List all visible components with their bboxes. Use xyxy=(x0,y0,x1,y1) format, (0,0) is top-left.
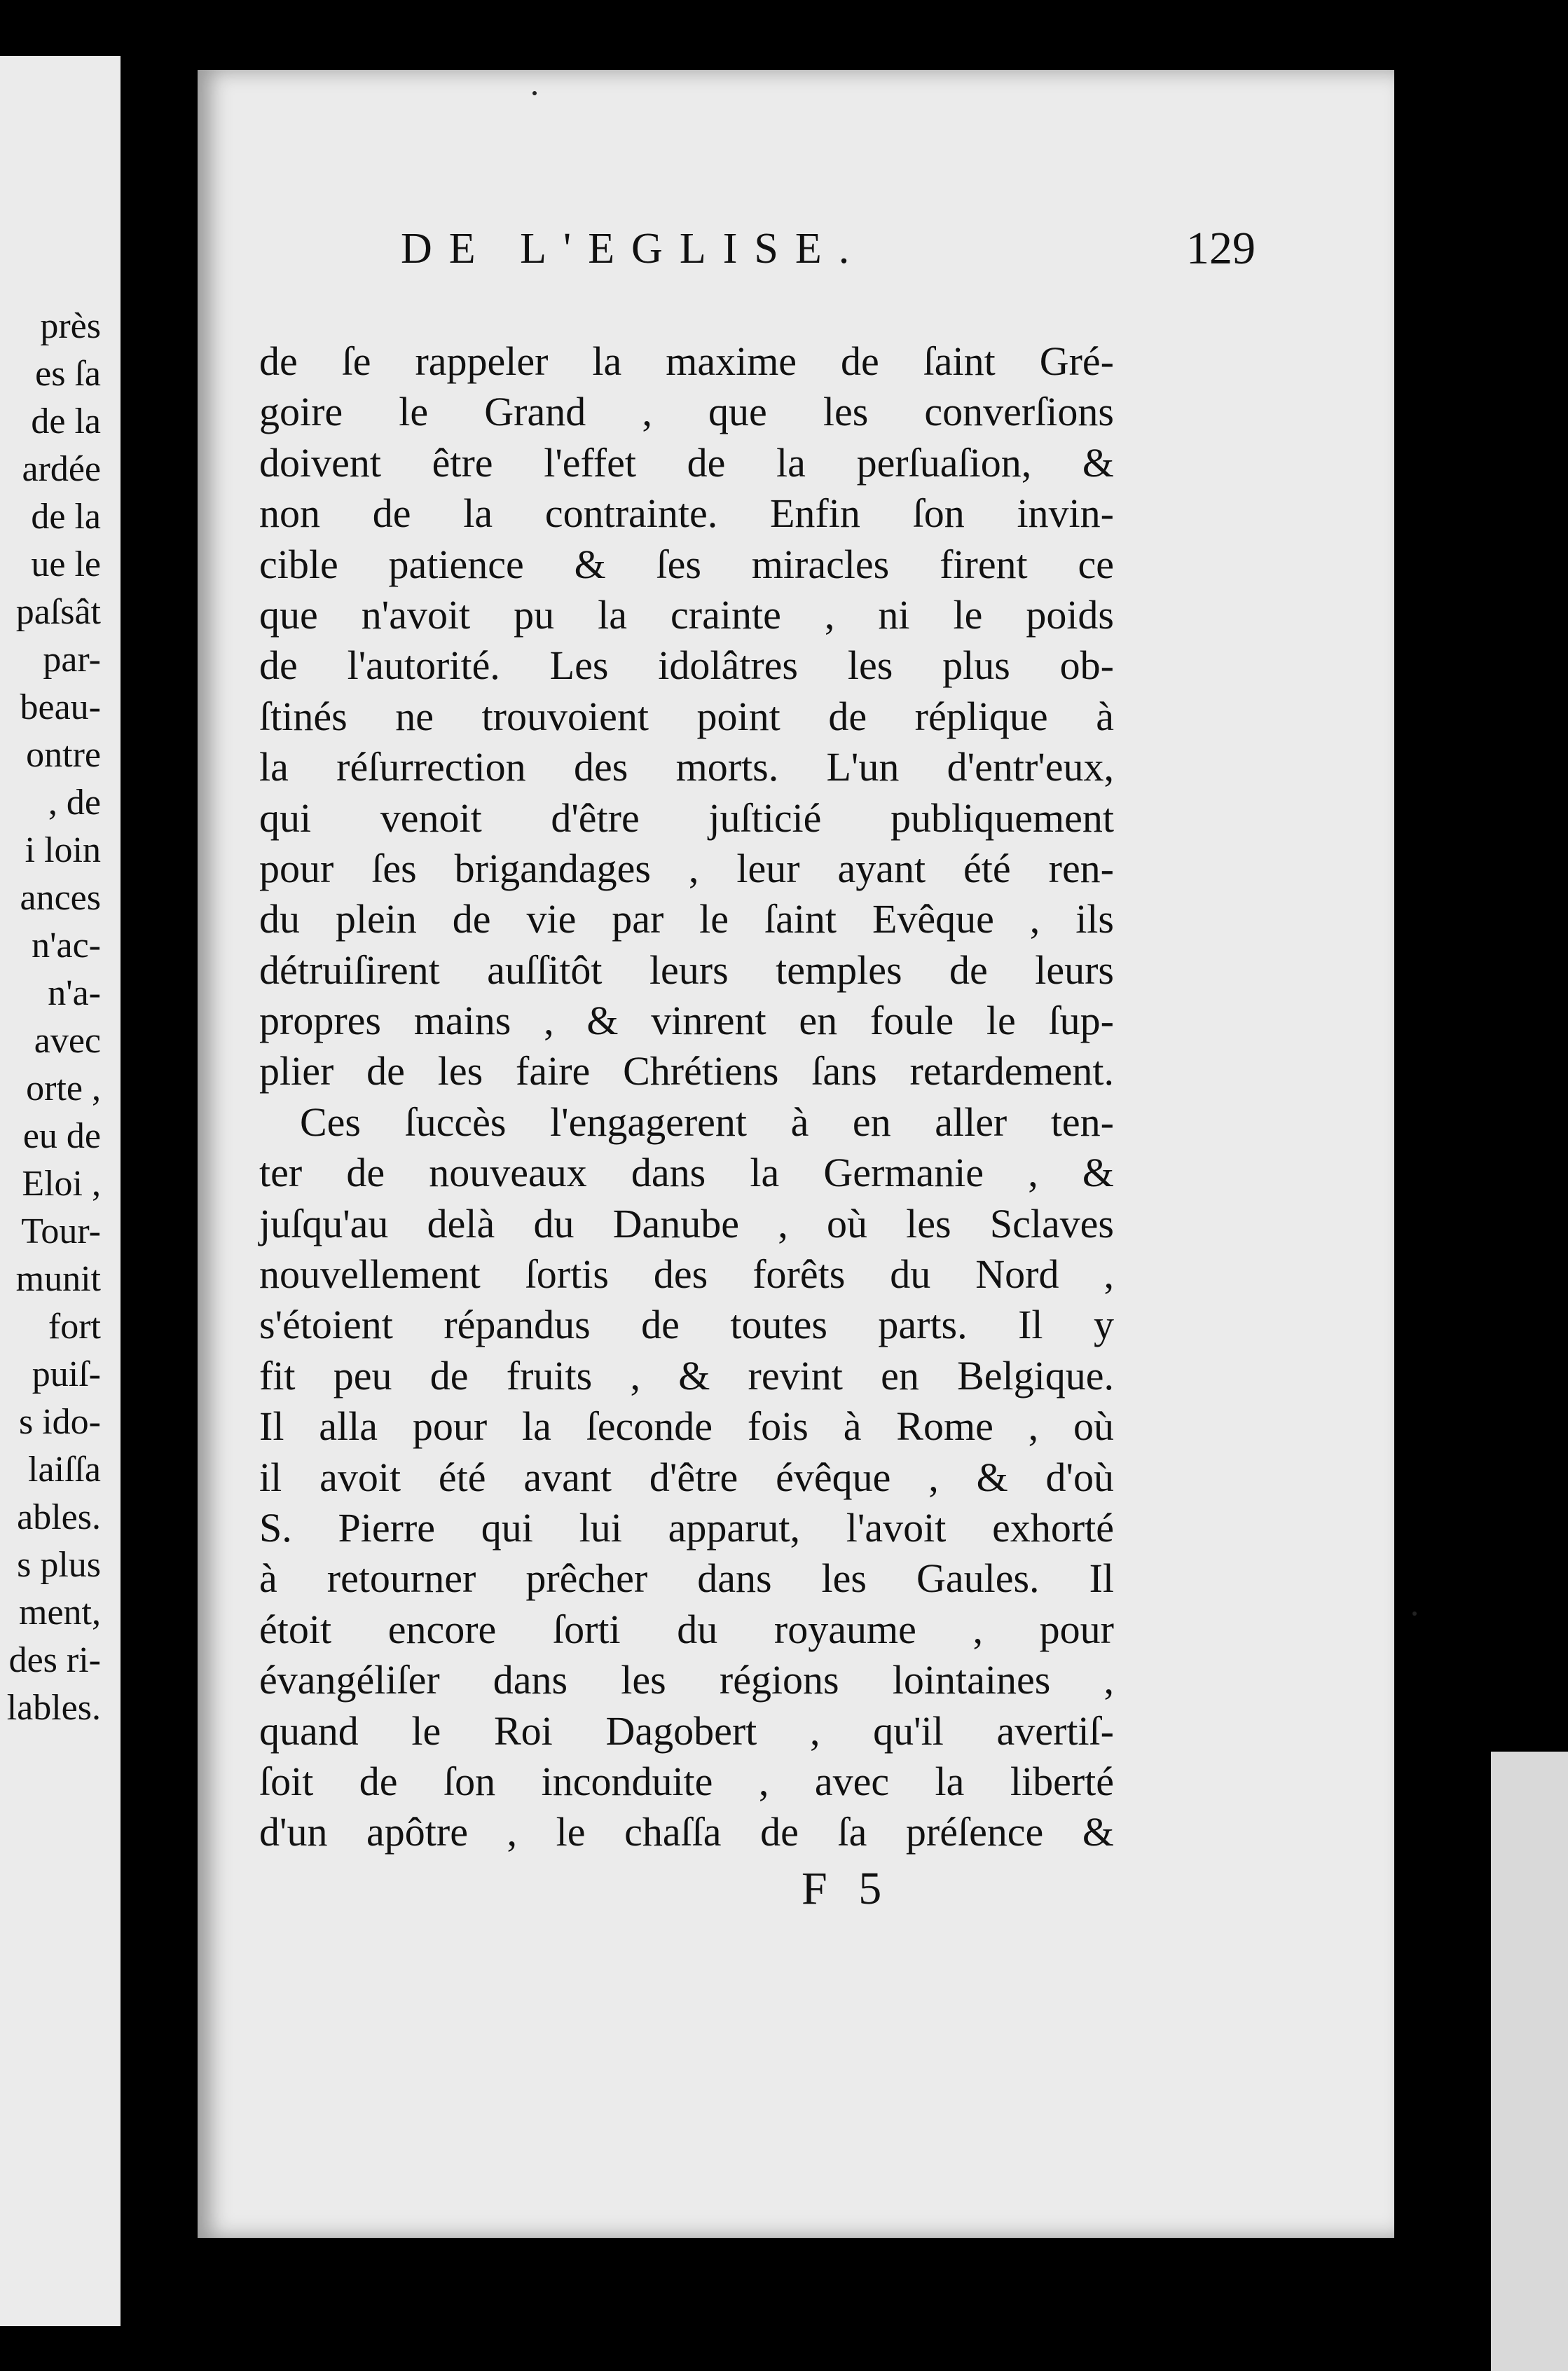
left-line: ables. xyxy=(17,1497,101,1537)
text-line: plier de les faire Chrétiens ſans retardement. xyxy=(259,1048,1114,1094)
text-line: détruiſirent auſſitôt leurs temples de leurs xyxy=(259,947,1114,993)
left-line: avec xyxy=(34,1021,101,1061)
text-line: qui venoit d'être juſticié publiquement xyxy=(259,795,1114,841)
left-line: s ido- xyxy=(19,1402,101,1442)
next-page-edge xyxy=(1491,1752,1568,2371)
left-line: n'ac- xyxy=(32,926,101,965)
left-line: de la xyxy=(31,497,101,537)
left-line: de la xyxy=(31,401,101,441)
text-line: non de la contrainte. Enfin ſon invin- xyxy=(259,490,1114,537)
text-line: goire le Grand , que les converſions xyxy=(259,389,1114,435)
page-number: 129 xyxy=(1186,223,1256,274)
text-line: la réſurrection des morts. L'un d'entr'eux, xyxy=(259,744,1114,790)
text-line: juſqu'au delà du Danube , où les Sclaves xyxy=(259,1200,1114,1246)
left-line: Tour- xyxy=(21,1211,101,1251)
running-title: DE L'EGLISE. xyxy=(401,225,867,273)
left-line: des ri- xyxy=(8,1640,101,1680)
paragraph-start-line: Ces ſuccès l'engagerent à en aller ten- xyxy=(300,1099,1114,1145)
text-line: à retourner prêcher dans les Gaules. Il xyxy=(259,1555,1114,1602)
left-line: munit xyxy=(15,1259,101,1299)
body-text xyxy=(259,336,1114,1858)
left-line: eu de xyxy=(22,1116,101,1156)
text-line: ter de nouveaux dans la Germanie , & xyxy=(259,1150,1114,1196)
text-line: que n'avoit pu la crainte , ni le poids xyxy=(259,591,1114,638)
text-line: étoit encore ſorti du royaume , pour xyxy=(259,1606,1114,1652)
text-line: cible patience & ſes miracles firent ce xyxy=(259,541,1114,587)
left-line: ardée xyxy=(22,449,101,489)
left-line: n'a- xyxy=(48,973,101,1013)
text-line: nouvellement ſortis des forêts du Nord , xyxy=(259,1251,1114,1298)
left-line: ances xyxy=(20,878,101,918)
text-line: S. Pierre qui lui apparut, l'avoit exhorté xyxy=(259,1504,1114,1551)
left-line: laiſſa xyxy=(28,1450,101,1490)
left-line: Eloi , xyxy=(22,1164,101,1204)
text-line: d'un apôtre , le chaſſa de ſa préſence & xyxy=(259,1809,1114,1855)
signature-mark: F 5 xyxy=(802,1863,892,1914)
left-line: i loin xyxy=(25,830,101,870)
left-line: beau- xyxy=(20,687,101,727)
left-line: ontre xyxy=(26,735,101,775)
left-line: , de xyxy=(48,783,101,823)
text-line: fit peu de fruits , & revint en Belgique. xyxy=(259,1352,1114,1398)
text-line: évangéliſer dans les régions lointaines , xyxy=(259,1657,1114,1703)
left-line: ue le xyxy=(31,544,101,584)
book-gutter xyxy=(121,42,198,2354)
previous-page-fragment xyxy=(0,56,121,2326)
page-header xyxy=(401,210,1256,287)
left-line: par- xyxy=(43,640,101,680)
text-line: doivent être l'effet de la perſuaſion, & xyxy=(259,439,1114,486)
page-129 xyxy=(198,70,1394,2238)
text-line: Il alla pour la ſeconde fois à Rome , où xyxy=(259,1403,1114,1450)
text-line: il avoit été avant d'être évêque , & d'où xyxy=(259,1454,1114,1500)
text-line: ſtinés ne trouvoient point de réplique à xyxy=(259,693,1114,739)
text-line: s'étoient répandus de toutes parts. Il y xyxy=(259,1302,1114,1348)
text-line: du plein de vie par le ſaint Evêque , ils xyxy=(259,896,1114,942)
left-line: près xyxy=(40,306,101,346)
text-line: pour ſes brigandages , leur ayant été ren- xyxy=(259,845,1114,891)
left-line: lables. xyxy=(6,1688,101,1728)
left-line: puiſ- xyxy=(32,1354,101,1394)
ink-speck xyxy=(532,91,537,95)
ink-speck xyxy=(1412,1611,1417,1616)
left-line: s plus xyxy=(17,1545,101,1585)
left-line: paſsât xyxy=(15,592,101,632)
text-line: propres mains , & vinrent en foule le ſup- xyxy=(259,998,1114,1044)
text-line: quand le Roi Dagobert , qu'il avertiſ- xyxy=(259,1707,1114,1754)
previous-page-line-endings xyxy=(7,303,101,1732)
left-line: orte , xyxy=(26,1068,101,1108)
left-line: es ſa xyxy=(35,354,101,394)
text-line: de ſe rappeler la maxime de ſaint Gré- xyxy=(259,338,1114,384)
left-line: ment, xyxy=(19,1593,101,1633)
text-line: de l'autorité. Les idolâtres les plus ob- xyxy=(259,642,1114,689)
left-line: fort xyxy=(48,1307,101,1347)
text-line: ſoit de ſon inconduite , avec la liberté xyxy=(259,1758,1114,1804)
